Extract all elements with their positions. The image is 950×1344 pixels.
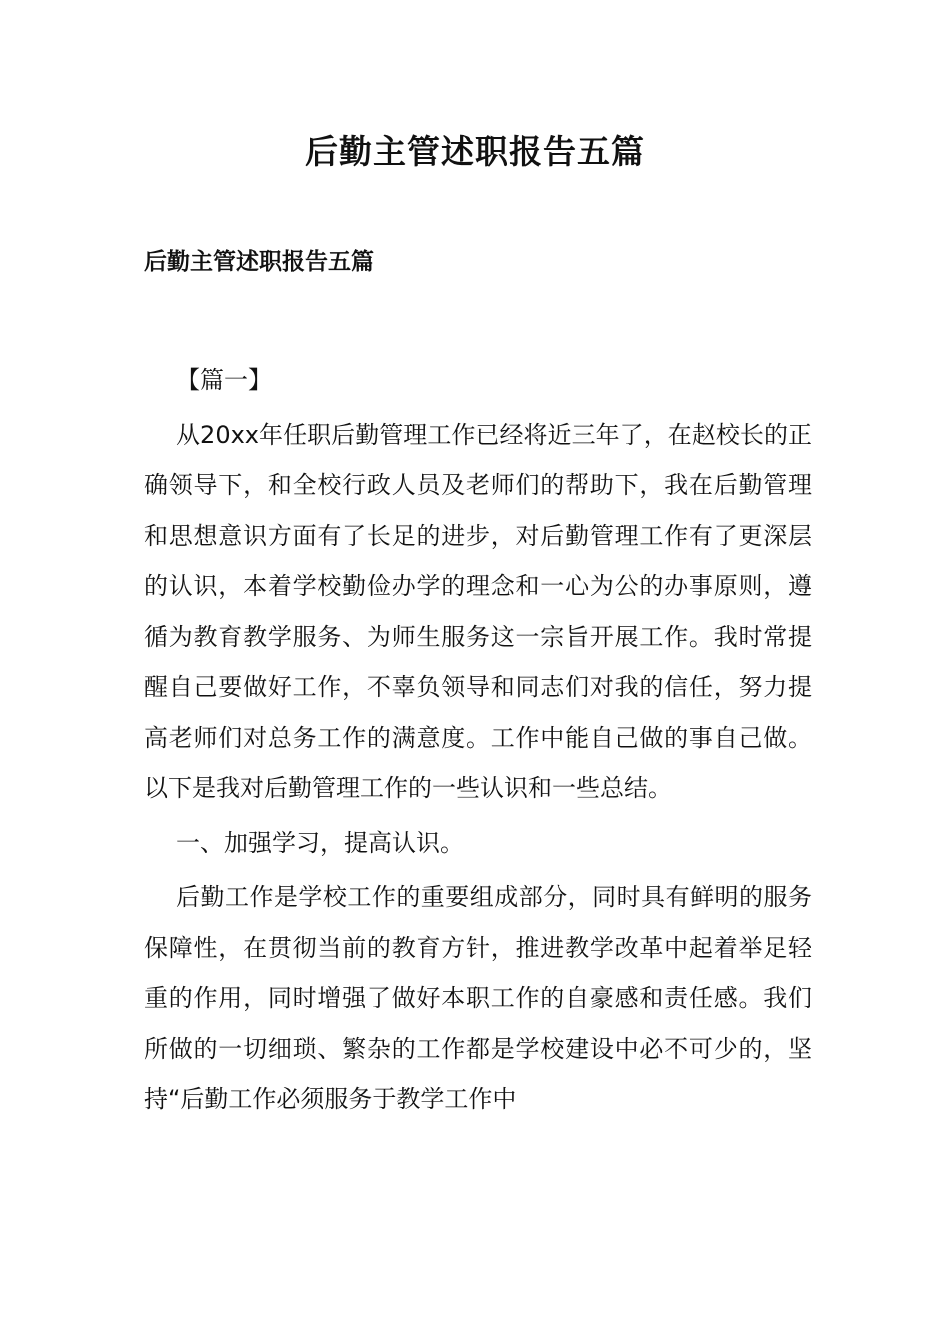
document-body (144, 355, 812, 1125)
document-subtitle: 后勤主管述职报告五篇 (144, 249, 374, 275)
section-heading-strengthen-learning: 一、加强学习，提高认识。 (176, 828, 464, 857)
body-paragraph: 从20xx年任职后勤管理工作已经将近三年了，在赵校长的正确领导下，和全校行政人员及老师们的帮助下，我在后勤管理和思想意识方面有了长足的进步，对后勤管理工作有了更深层的认识，本着学校勤俭办学的理念和一心为公的办事原则，遵循为教育教学服务、为师生服务这一宗旨开展工作。我时常提醒自己要做好工作，不辜负领导和同志们对我的信任，努力提高老师们对总务工作的满意度。工作中能自己做的事自己做。以下是我对后勤管理工作的一些认识和一些总结。 (144, 420, 812, 802)
document-title: 后勤主管述职报告五篇 (305, 132, 645, 171)
body-paragraph: 后勤工作是学校工作的重要组成部分，同时具有鲜明的服务保障性，在贯彻当前的教育方针，推进教学改革中起着举足轻重的作用，同时增强了做好本职工作的自豪感和责任感。我们所做的一切细琐、繁杂的工作都是学校建设中必不可少的，坚持“后勤工作必须服务于教学工作中 (144, 883, 812, 1113)
section-heading-part-one: 【篇一】 (176, 366, 272, 394)
